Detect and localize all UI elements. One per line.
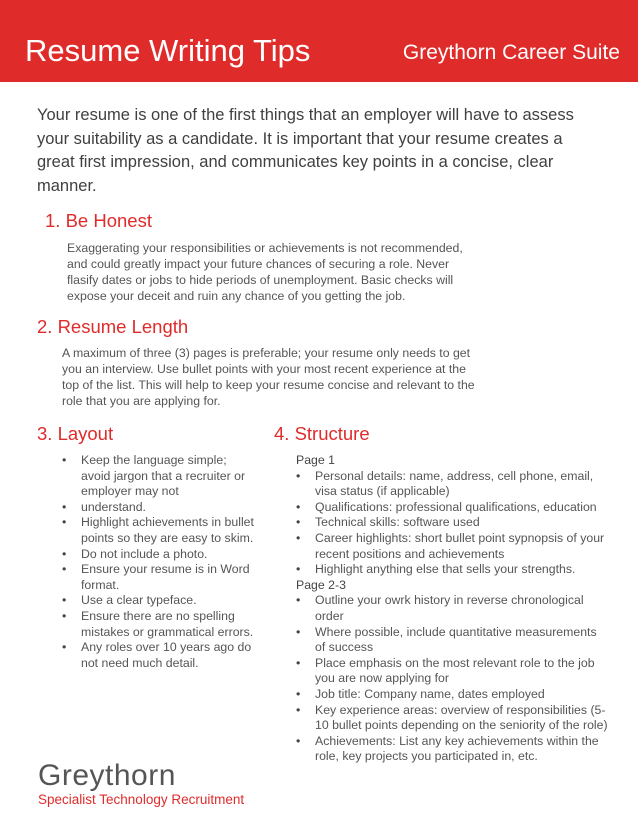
page-title: Resume Writing Tips — [25, 33, 311, 68]
list-item: • Use a clear typeface. — [62, 593, 258, 609]
list-item: • Ensure your resume is in Word format. — [62, 562, 258, 593]
list-item: • Qualifications: professional qualifications, education — [296, 500, 608, 516]
list-item: • Achievements: List any key achievements within the role, key projects you participated in, etc. — [296, 734, 608, 765]
heading-structure: 4. Structure — [274, 423, 370, 444]
list-item: • Job title: Company name, dates employed — [296, 687, 608, 703]
page-2-3-label: Page 2-3 — [296, 577, 346, 592]
heading-layout: 3. Layout — [37, 423, 114, 444]
resume-length-text: A maximum of three (3) pages is preferable; your resume only needs to get you an interview. Use bullet points with your most recent experience at the top of the list. This will help to keep your resume concise and relevant to the role that you are applying for. — [62, 346, 475, 408]
heading-be-honest: 1. Be Honest — [45, 210, 152, 231]
list-item: • Keep the language simple; avoid jargon that a recruiter or employer may not — [62, 453, 258, 500]
page-1-label: Page 1 — [296, 453, 335, 467]
intro-paragraph: Your resume is one of the first things that an employer will have to assess your suitability as a candidate. It is important that your resume creates a great first impression, and communicates key points in a concise, clear manner. — [37, 106, 574, 195]
list-item: • Personal details: name, address, cell phone, email, visa status (if applicable) — [296, 469, 608, 500]
page-1-list — [296, 469, 608, 578]
greythorn-logo: Greythorn — [38, 759, 176, 792]
list-item: • Highlight anything else that sells your strengths. — [296, 562, 608, 578]
list-item: • Key experience areas: overview of responsibilities (5-10 bullet points depending on the seniority of the role) — [296, 703, 608, 734]
list-item: • Place emphasis on the most relevant role to the job you are now applying for — [296, 656, 608, 687]
be-honest-text: Exaggerating your responsibilities or achievements is not recommended, and could greatly impact your future chances of securing a role. Never flasify dates or jobs to hide periods of unemployment. Basic checks will expose your deceit and ruin any chance of you getting the job. — [67, 241, 463, 303]
list-item: • Highlight achievements in bullet points so they are easy to skim. — [62, 515, 258, 546]
layout-list — [62, 453, 258, 671]
suite-title: Greythorn Career Suite — [402, 41, 620, 64]
list-item: • Career highlights: short bullet point sypnopsis of your recent positions and achievements — [296, 531, 608, 562]
list-item: • Technical skills: software used — [296, 515, 608, 531]
list-item: • understand. — [62, 500, 258, 516]
list-item: • Where possible, include quantitative measurements of success — [296, 625, 608, 656]
logo-tagline: Specialist Technology Recruitment — [38, 792, 245, 807]
heading-resume-length: 2. Resume Length — [37, 316, 189, 337]
page-2-3-list — [296, 593, 608, 765]
list-item: • Outline your owrk history in reverse chronological order — [296, 593, 608, 624]
structure-column — [296, 453, 608, 765]
header-banner — [0, 0, 638, 82]
list-item: • Do not include a photo. — [62, 547, 258, 563]
list-item: • Any roles over 10 years ago do not need much detail. — [62, 640, 258, 671]
list-item: • Ensure there are no spelling mistakes or grammatical errors. — [62, 609, 258, 640]
